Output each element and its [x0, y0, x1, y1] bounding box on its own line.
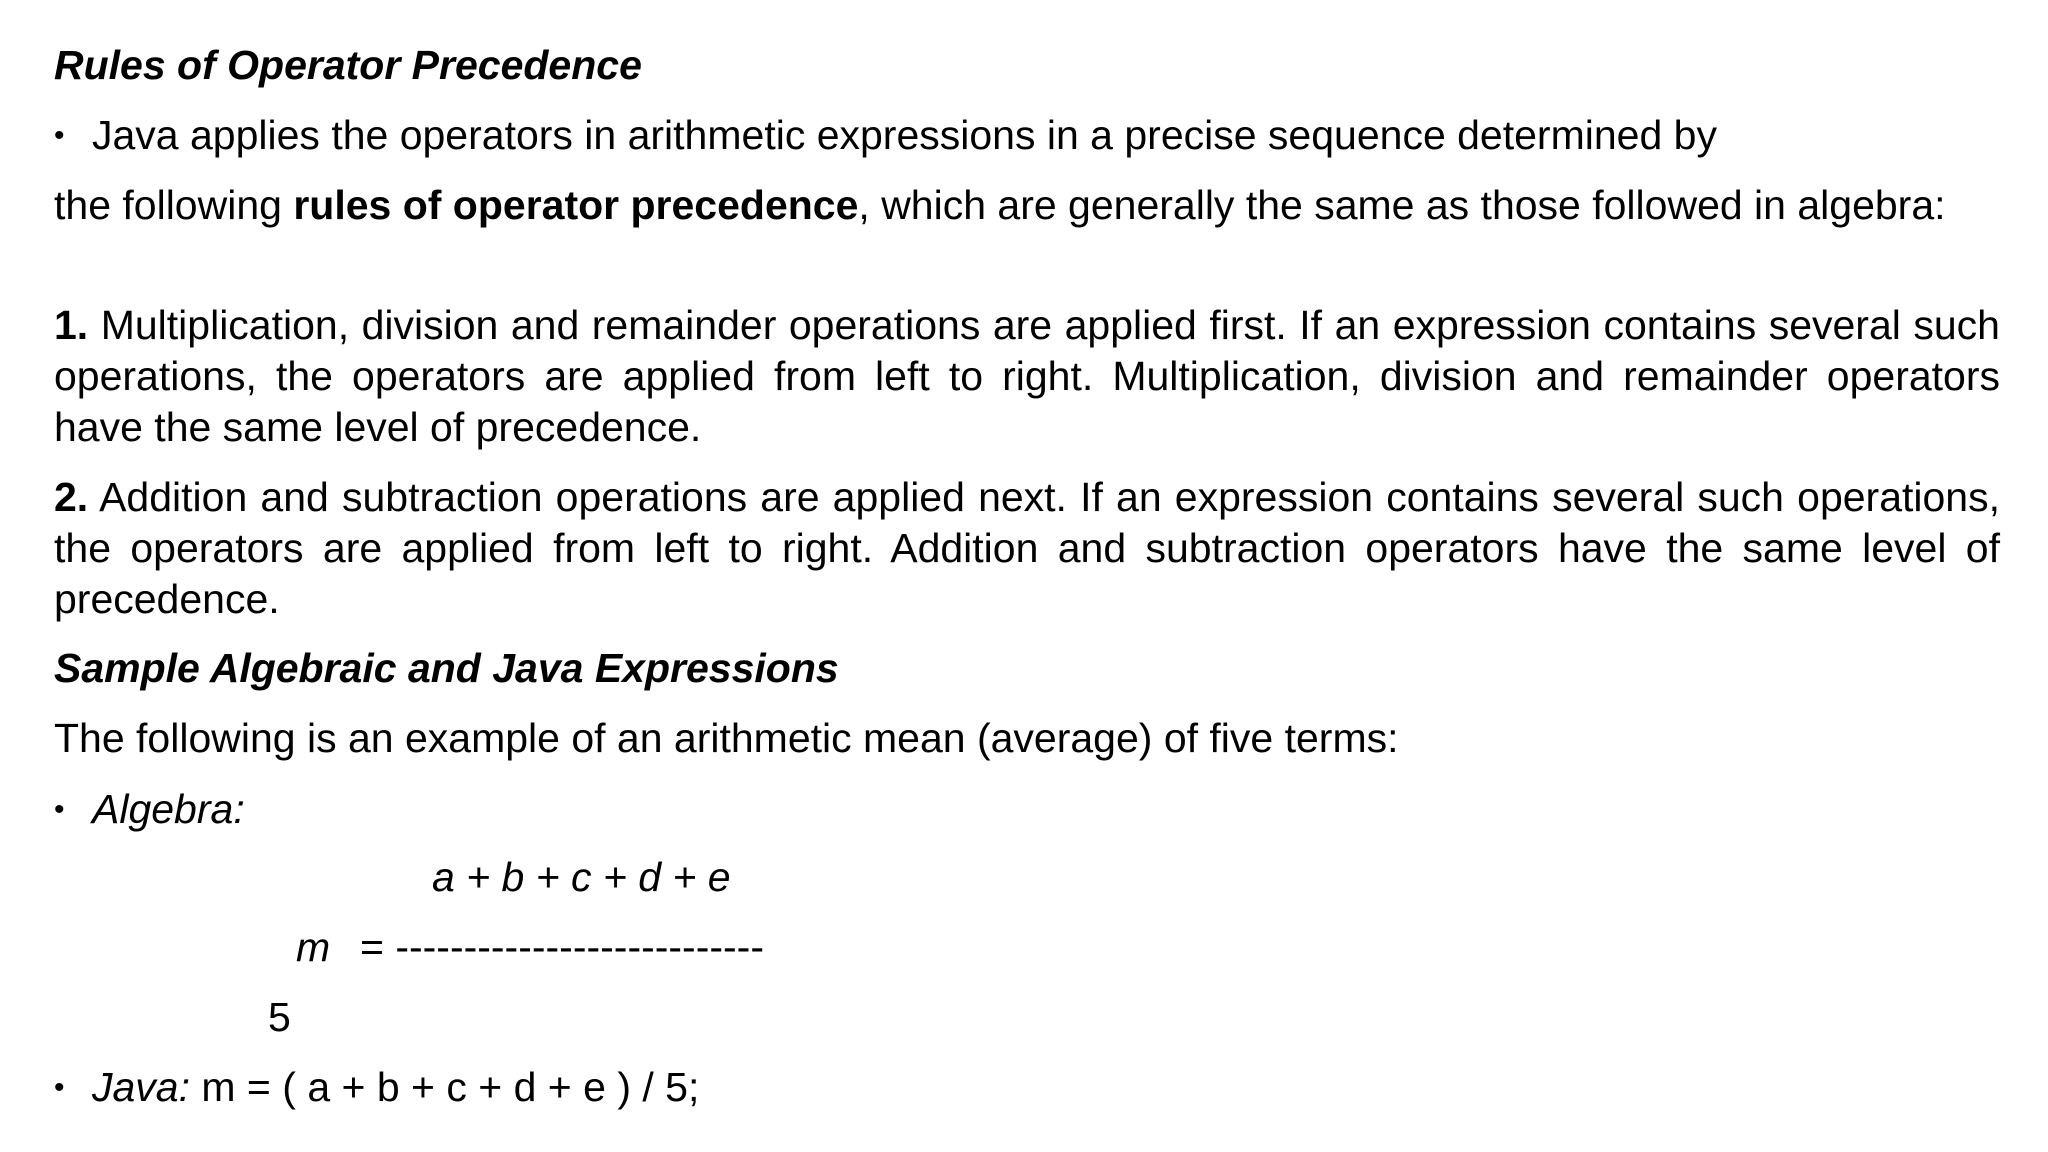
rule-1-paragraph [54, 300, 2000, 453]
rule-1-text: Multiplication, division and remainder operations are applied first. If an expression contains several such operations, the operators are applied from left to right. Multiplication, division and remainder operators have the same level of precedence. [54, 302, 2000, 450]
formula-variable: m [296, 924, 331, 970]
rule-2-paragraph [54, 472, 2000, 625]
bullet-item-java [54, 1062, 699, 1113]
formula-denominator: 5 [268, 994, 291, 1040]
section-heading-samples: Sample Algebraic and Java Expressions [54, 645, 839, 691]
java-label: Java: [92, 1064, 190, 1110]
bullet-text: Java applies the operators in arithmetic expressions in a precise sequence determined by [92, 112, 1717, 158]
formula-fraction-line: = --------------------------- [360, 924, 764, 970]
formula-numerator: a + b + c + d + e [432, 854, 731, 900]
rule-1-number: 1. [54, 302, 89, 348]
slide-content [54, 0, 2000, 1152]
section-heading-precedence: Rules of Operator Precedence [54, 42, 642, 88]
java-code: m = ( a + b + c + d + e ) / 5; [190, 1064, 700, 1110]
rule-2-number: 2. [54, 474, 89, 520]
paragraph-rules-intro [54, 180, 2000, 231]
samples-intro-text: The following is an example of an arithmetic mean (average) of five terms: [54, 715, 1399, 761]
bullet-icon: • [54, 793, 65, 826]
bullet-item-java-applies [54, 110, 1717, 161]
paragraph-bold-term: rules of operator precedence [293, 182, 859, 228]
algebra-label: Algebra: [92, 786, 245, 832]
paragraph-text-after: , which are generally the same as those followed in algebra: [858, 182, 1946, 228]
rule-2-text: Addition and subtraction operations are applied next. If an expression contains several such operations, the operators are applied from left to right. Addition and subtraction operators have the same level of precedence. [54, 474, 2000, 622]
bullet-icon: • [54, 119, 65, 152]
bullet-icon: • [54, 1071, 65, 1104]
paragraph-text-before: the following [54, 182, 294, 228]
bullet-item-algebra [54, 784, 245, 835]
